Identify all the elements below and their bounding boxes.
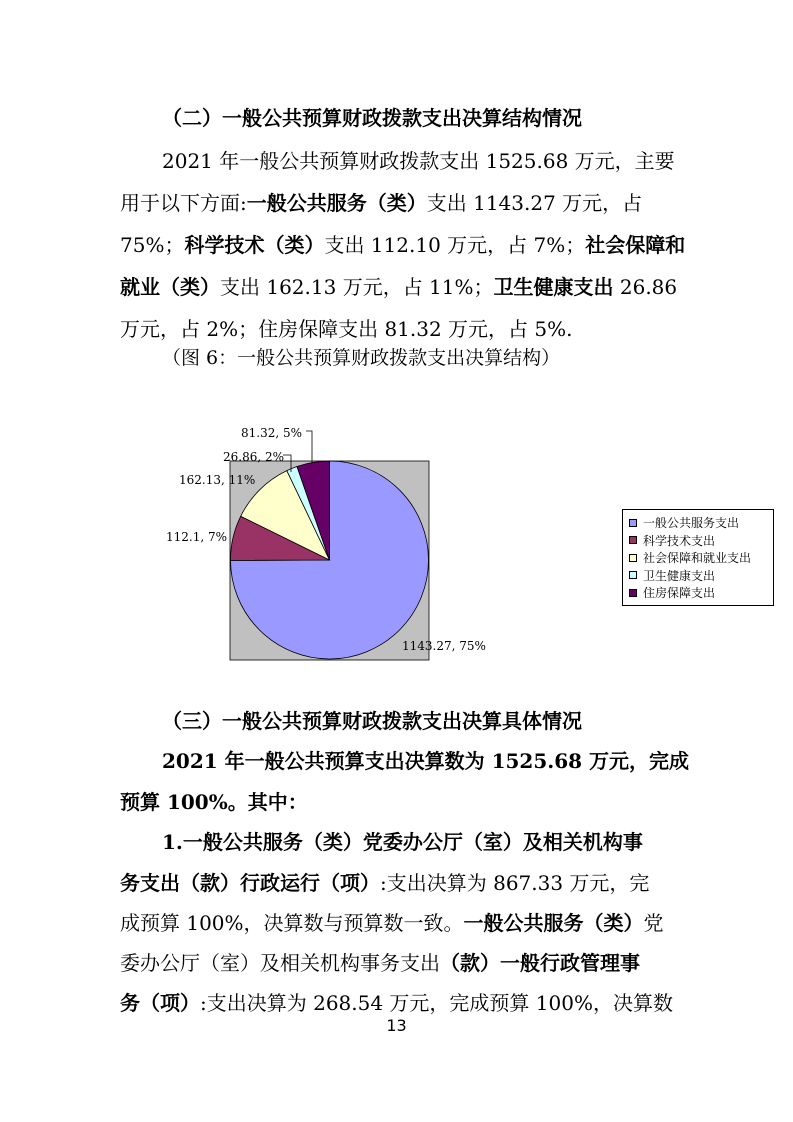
text-span: 26.86 <box>613 275 678 299</box>
data-label: 26.86, 2% <box>223 450 285 464</box>
category-bold: （款）一般行政管理事 <box>440 951 640 975</box>
text-span: :支出决算为 268.54 万元，完成预算 100%，决算数 <box>200 991 673 1015</box>
category-bold: 务支出（款）行政运行（项） <box>120 871 380 895</box>
legend-swatch <box>629 554 637 562</box>
pie-slices <box>231 461 429 659</box>
section3-text-line: 2021 年一般公共预算支出决算数为 1525.68 万元，完成 <box>162 749 690 773</box>
text-span: 用于以下方面: <box>120 191 247 215</box>
legend-swatch <box>629 519 637 527</box>
category-bold: 就业（类） <box>120 275 220 299</box>
section3-text-line <box>120 908 680 938</box>
section2-text-line: 万元，占 2%；住房保障支出 81.32 万元，占 5%. <box>120 317 573 341</box>
section3-text-line <box>120 948 680 978</box>
category-bold: 社会保障和 <box>585 233 686 257</box>
data-label: 1143.27, 75% <box>402 639 486 653</box>
legend-swatch <box>629 571 637 579</box>
legend-swatch <box>629 589 637 597</box>
leader-line <box>306 431 312 463</box>
text-span: 委办公厅（室）及相关机构事务支出 <box>120 951 440 975</box>
data-label: 81.32, 5% <box>241 426 303 440</box>
legend-label: 卫生健康支出 <box>643 568 716 583</box>
text-span: :支出决算为 867.33 万元，完 <box>380 871 650 895</box>
legend-swatch <box>629 536 637 544</box>
data-label: 162.13, 11% <box>179 473 256 487</box>
text-span: 党 <box>643 911 664 935</box>
section3-text-line: 预算 100%。其中： <box>120 790 308 814</box>
chart-legend <box>622 509 774 606</box>
text-span: 成预算 100%，决算数与预算数一致。 <box>120 911 464 935</box>
legend-item <box>629 549 767 567</box>
text-span: 支出 1143.27 万元，占 <box>426 191 643 215</box>
category-bold: 一般公共服务（类） <box>246 191 427 215</box>
page-number: 13 <box>386 1016 407 1035</box>
category-bold: 一般公共服务（类） <box>463 911 644 935</box>
section3-text-line <box>120 868 680 898</box>
legend-item <box>629 584 767 602</box>
legend-label: 科学技术支出 <box>643 533 716 548</box>
text-span: 支出 112.10 万元，占 7%； <box>324 233 586 257</box>
section3-heading: （三）一般公共预算财政拨款支出决算具体情况 <box>162 709 582 733</box>
legend-label: 住房保障支出 <box>643 586 716 601</box>
category-bold: 卫生健康支出 <box>493 275 614 299</box>
section3-text-line <box>120 988 680 1018</box>
text-span: 75%； <box>120 233 185 257</box>
section3-text-line: 1.一般公共服务（类）党委办公厅（室）及相关机构事 <box>162 830 643 854</box>
category-bold: 科学技术（类） <box>184 233 325 257</box>
text-span: 支出 162.13 万元，占 11%； <box>220 275 494 299</box>
legend-item <box>629 567 767 585</box>
legend-label: 一般公共服务支出 <box>643 516 740 531</box>
section2-text-line: 2021 年一般公共预算财政拨款支出 1525.68 万元，主要 <box>162 149 675 173</box>
data-label: 112.1, 7% <box>166 530 228 544</box>
legend-item <box>629 514 767 532</box>
section2-heading: （二）一般公共预算财政拨款支出决算结构情况 <box>162 106 582 130</box>
legend-item <box>629 532 767 550</box>
category-bold: 务（项） <box>120 991 200 1015</box>
legend-label: 社会保障和就业支出 <box>643 551 752 566</box>
figure-caption: （图 6：一般公共预算财政拨款支出决算结构） <box>162 347 561 369</box>
